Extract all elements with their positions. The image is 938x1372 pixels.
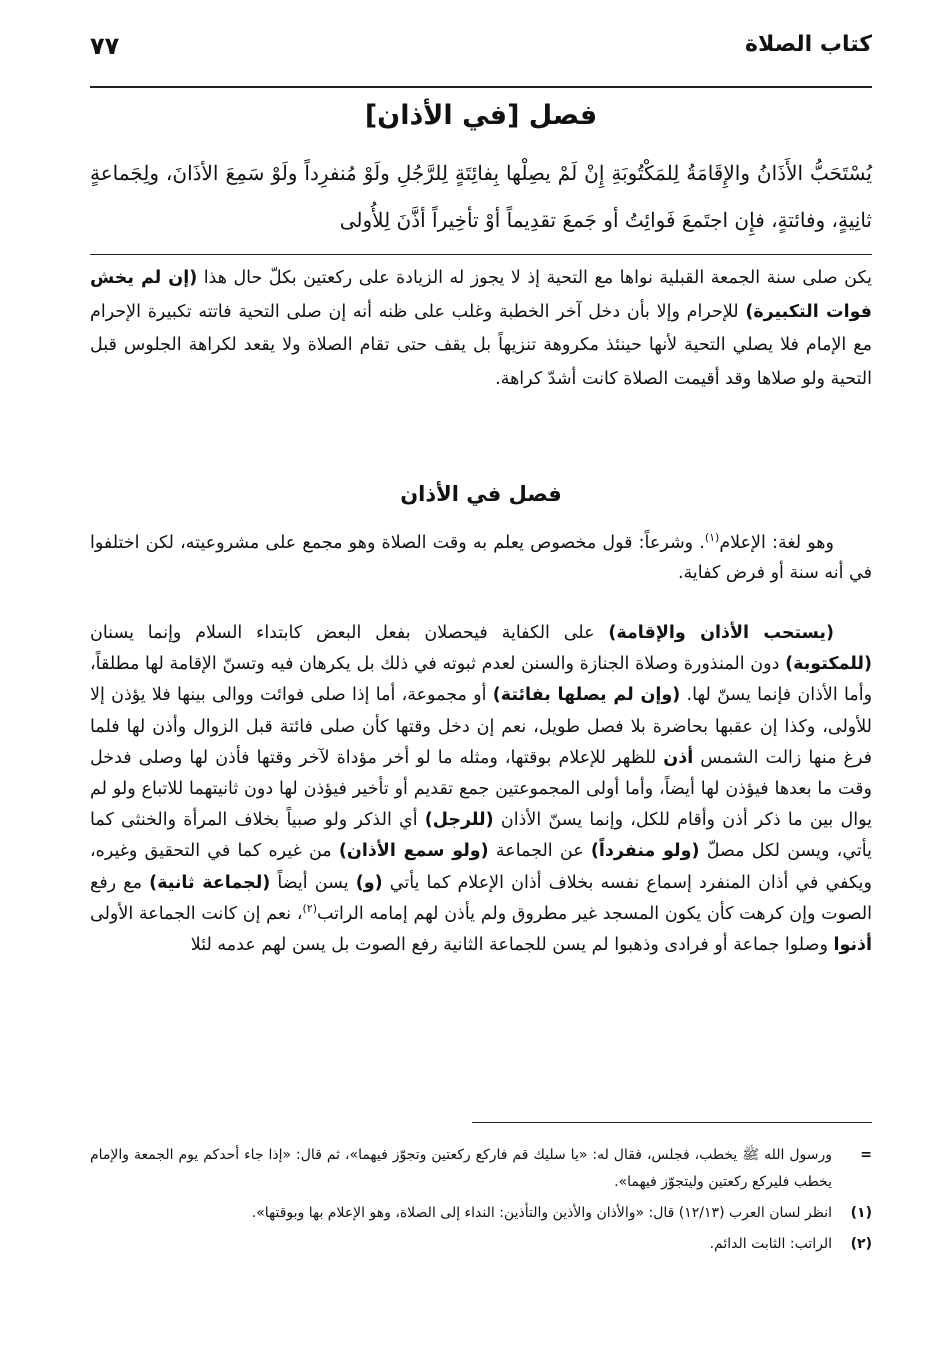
header-title: كتاب الصلاة [745, 32, 872, 57]
header-rule [90, 86, 872, 88]
definition-text: وهو لغة: الإعلام [719, 533, 834, 553]
body-text: من غيره كما في التحقيق وغيره، ويكفي في أذان المنفرد إسماع نفسه بخلاف أذان الإعلام كما يأتي [90, 841, 872, 893]
body-text: دون المنذورة وصلاة الجنازة والسنن لعدم ثبوته في ذلك بل يكرهان فيه وتسنّ الإقامة لها مطلقاً، وأما الأذان فإنما يسنّ لها. [90, 654, 873, 706]
matn-quote: (لجماعة ثانية) [149, 872, 271, 893]
matn-quote: أذنوا [833, 935, 872, 956]
footnote-item [90, 1231, 872, 1258]
matn-divider [90, 254, 872, 255]
footnote-mark: (٢) [850, 1236, 872, 1252]
body-text: وصلوا جماعة أو فرادى وذهبوا لم يسن للجماعة الثانية رفع الصوت بل يسن لهم عدمه لئلا [190, 935, 834, 956]
matn-quote: أذن [663, 747, 694, 768]
body-text: أو مجموعة، أما إذا صلى فوائت ووالى بينها فلا يؤذن إلا للأولى، وكذا إن عقبها بحاضرة بلا فصل طويل، نعم إن دخل وقتها كأن صلى فائتة قبل الزوال وأذن لها فلما فرغ منها زالت الشمس [90, 685, 872, 768]
footnote-mark: (١) [850, 1205, 872, 1221]
matn-quote: (ولو منفرداً) [590, 841, 700, 862]
definition-paragraph [90, 528, 872, 588]
footnote-separator [472, 1122, 872, 1123]
commentary-continuation [90, 262, 872, 396]
matn-text: يُسْتَحَبُّ الأَذَانُ والإِقَامَةُ لِلمَكْتُوبَةِ إِنْ لَمْ يصِلْها بِفائِتَةٍ لِلرَّجُلِ ولَوْ مُنفرِداً ولَوْ سَمِعَ الأذَانَ، ولِجَماعةٍ ثانِيةٍ، وفائتةٍ، فإِن اجتَمعَ فَوائِتُ أو جَمعَ تقدِيماً أوْ تأخِيراً أذَّنَ لِلأُولى [90, 161, 872, 232]
commentary-text: يكن صلى سنة الجمعة القبلية نواها مع التحية إذ لا يجوز له الزيادة على ركعتين بكلّ حال هذا [197, 268, 872, 288]
body-paragraph [90, 618, 872, 961]
footnotes [90, 1142, 872, 1258]
footnote-text: الراتب: الثابت الدائم. [709, 1236, 832, 1252]
footnote-ref-2[interactable]: (٢) [302, 902, 317, 915]
body-text: للظهر للإعلام بوقتها، ومثله ما لو أخر مؤداة لآخر وقتها فأذن لها وصلى فدخل وقت ما بعدها فيؤذن لها أيضاً، وأما أولى المجموعتين جمع تقديم أو تأخير فيؤذن لها دون ثانيتهما للاتباع ولو لم يوال بين ما ذكر أذن وأقام للكل، وإنما يسنّ الأذان [90, 747, 873, 831]
body-text: ، نعم إن كانت الجماعة الأولى [90, 903, 303, 924]
matn-quote: (يستحب الأذان والإقامة) [608, 623, 835, 643]
footnote-ref-1[interactable]: (١) [704, 531, 720, 545]
commentary-text: للإحرام وإلا بأن دخل آخر الخطبة وغلب على ظنه أنه إن صلى التحية فاتته تكبيرة الإحرام مع الإمام فلا يصلي التحية لأنها حينئذ مكروهة تنزيهاً بل يقف حتى تقام الصلاة ولا يقعد لكراهة الجلوس قبل التحية ولو صلاها وقد أقيمت الصلاة كانت أشدّ كراهة. [90, 301, 872, 389]
footnote-text: ورسول الله ﷺ يخطب، فجلس، فقال له: «يا سليك قم فاركع ركعتين وتجوّز فيهما»، ثم قال: «إذا جاء أحدكم يوم الجمعة والإمام يخطب فليركع ركعتين وليتجوّز فيهما». [90, 1147, 832, 1190]
body-text: على الكفاية فيحصلان بفعل البعض كابتداء السلام وإنما يسنان [90, 623, 609, 643]
matn-quote: (وإن لم يصلها بفائتة) [492, 685, 681, 706]
commentary-bold-quote: (إن لم يخش فوات التكبيرة) [90, 268, 872, 322]
body-text: عن الجماعة [488, 841, 591, 862]
matn-heading: فصل [في الأذان] [364, 100, 598, 131]
page-number: ٧٧ [90, 32, 120, 60]
section-heading: فصل في الأذان [400, 482, 562, 506]
matn-quote: (و) [355, 872, 383, 893]
footnote-text: انظر لسان العرب (١٢/١٣) قال: «والأذان والأذين والتأذين: النداء إلى الصلاة، وهو الإعلام بها وبوقتها». [251, 1205, 832, 1221]
matn-quote: (للمكتوبة) [785, 654, 872, 675]
body-text: مع رفع الصوت وإن كرهت كأن يكون المسجد غير مطروق ولم يأذن لهم إمامه الراتب [90, 872, 872, 924]
matn-quote: (ولو سمع الأذان) [338, 841, 489, 862]
running-header [90, 32, 872, 72]
footnote-item [90, 1142, 872, 1196]
footnote-mark: = [860, 1147, 872, 1163]
footnote-item [90, 1200, 872, 1227]
matn-quote: (للرجل) [424, 810, 494, 831]
definition-text: . وشرعاً: قول مخصوص يعلم به وقت الصلاة وهو مجمع على مشروعيته، لكن اختلفوا في أنه سنة أو فرض كفاية. [90, 533, 872, 583]
book-page [90, 0, 872, 1372]
body-text: أي الذكر ولو صبياً بخلاف المرأة والخنثى كما يأتي، ويسن لكل مصلّ [90, 810, 872, 862]
body-text: يسن أيضاً [270, 872, 356, 893]
